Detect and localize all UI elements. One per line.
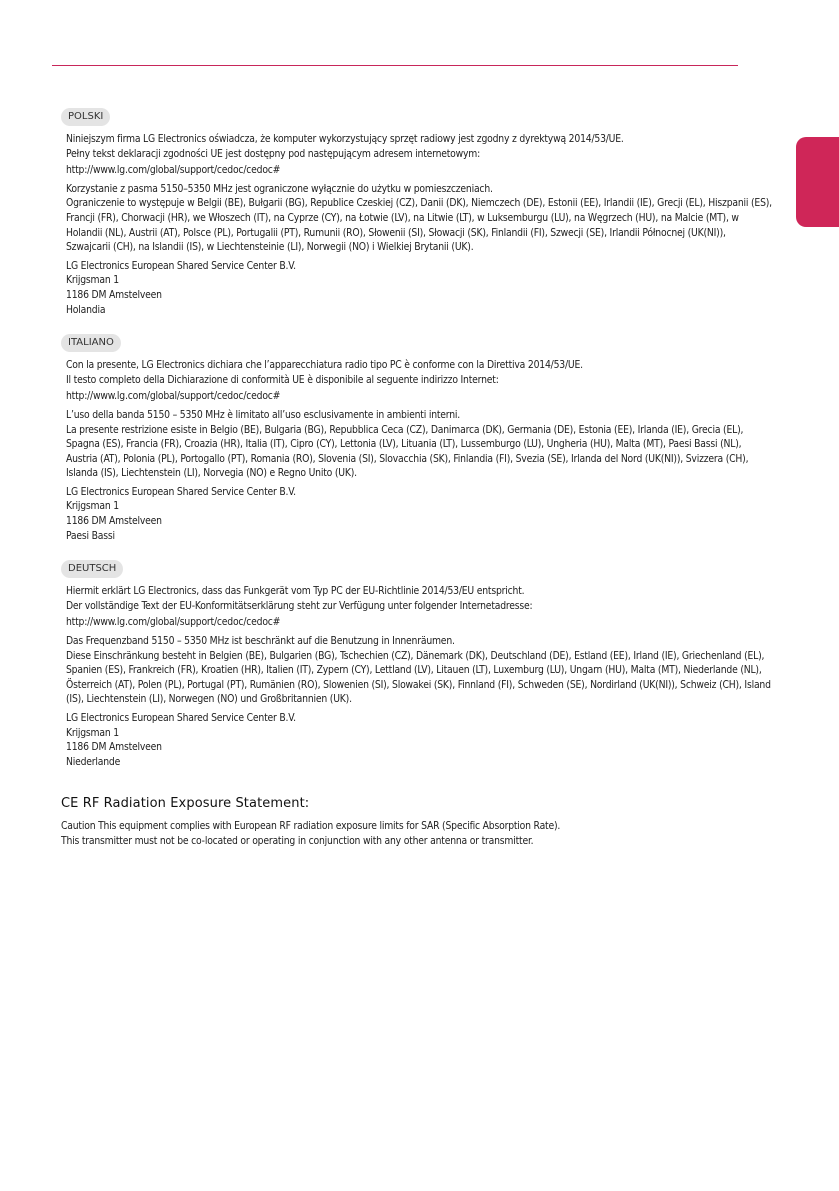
restriction-text: Diese Einschränkung besteht in Belgien (BE), Bulgarien (BG), Tschechien (CZ), Dänemark (DK), Deutschland (DE), Estland (EE), Irland (IE), Griechenland (EL), Spanien (ES), Frankreich (FR), Kroatien (HR), Italien (IT), Zypern (CY), Lettland (LV), Litauen (LT), Luxemburg (LU), Ungarn (HU), Malta (MT), Niederlande (NL), Österreich (AT), Polen (PL), Portugal (PT), Rumänien (RO), Slowenien (SI), Slowakei (SK), Finnland (FI), Schweden (SE), Nordirland (UK(NI)), Schweiz (CH), Island (IS), Liechtenstein (LI), Norwegen (NO) und Großbritannien (UK). — [66, 649, 771, 706]
declaration-url: http://www.lg.com/global/support/cedoc/cedoc# — [66, 390, 281, 403]
address-line: Krijgsman 1 — [66, 274, 119, 287]
header-divider — [52, 65, 738, 66]
address-line: 1186 DM Amstelveen — [66, 741, 162, 754]
declaration-block — [66, 358, 772, 404]
ce-statement-heading: CE RF Radiation Exposure Statement: — [61, 796, 310, 812]
declaration-text: Pełny tekst deklaracji zgodności UE jest dostępny pod następującym adresem internetowym: — [66, 147, 481, 160]
language-badge: ITALIANO — [61, 334, 121, 352]
declaration-url: http://www.lg.com/global/support/cedoc/cedoc# — [66, 616, 281, 629]
address-line: 1186 DM Amstelveen — [66, 288, 162, 301]
address-line: 1186 DM Amstelveen — [66, 515, 162, 528]
section-polski — [60, 104, 772, 317]
address-line: Paesi Bassi — [66, 529, 115, 542]
section-side-tab — [796, 137, 839, 227]
address-line: Krijgsman 1 — [66, 726, 119, 739]
declaration-text: Il testo completo della Dichiarazione di conformità UE è disponibile al seguente indirizzo Internet: — [66, 373, 499, 386]
address-block — [66, 485, 772, 543]
restriction-text: Ograniczenie to występuje w Belgii (BE), Bułgarii (BG), Republice Czeskiej (CZ), Danii (DK), Niemczech (DE), Estonii (EE), Irlandii (IE), Grecji (EL), Hiszpanii (ES), Francji (FR), Chorwacji (HR), we Włoszech (IT), na Cyprze (CY), na Łotwie (LV), na Litwie (LT), w Luksemburgu (LU), na Węgrzech (HU), na Malcie (MT), w Holandii (NL), Austrii (AT), Polsce (PL), Portugalii (PT), Rumunii (RO), Słowenii (SI), Słowacji (SK), Finlandii (FI), Szwecji (SE), Irlandii Północnej (UK(NI)), Szwajcarii (CH), na Islandii (IS), w Liechtensteinie (LI), Norwegii (NO) i Wielkiej Brytanii (UK). — [66, 197, 772, 254]
restriction-block — [66, 408, 772, 481]
address-line: LG Electronics European Shared Service Center B.V. — [66, 712, 296, 724]
declaration-text: Der vollständige Text der EU-Konformitätserklärung steht zur Verfügung unter folgender Internetadresse: — [66, 599, 533, 612]
address-block — [66, 711, 772, 769]
restriction-text: La presente restrizione esiste in Belgio (BE), Bulgaria (BG), Repubblica Ceca (CZ), Danimarca (DK), Germania (DE), Estonia (EE), Irlanda (IE), Grecia (EL), Spagna (ES), Francia (FR), Croazia (HR), Italia (IT), Cipro (CY), Lettonia (LV), Lituania (LT), Lussemburgo (LU), Ungheria (HU), Malta (MT), Paesi Bassi (NL), Austria (AT), Polonia (PL), Portogallo (PT), Romania (RO), Slovenia (SI), Slovacchia (SK), Finlandia (FI), Svezia (SE), Irlanda del Nord (UK(NI)), Svizzera (CH), Islanda (IS), Liechtenstein (LI), Norvegia (NO) e Regno Unito (UK). — [66, 423, 749, 480]
declaration-text: Niniejszym firma LG Electronics oświadcza, że komputer wykorzystujący sprzęt radiowy jest zgodny z dyrektywą 2014/53/UE. — [66, 133, 624, 145]
restriction-text: Korzystanie z pasma 5150–5350 MHz jest ograniczone wyłącznie do użytku w pomieszczeniach. — [66, 182, 493, 195]
restriction-block — [66, 182, 772, 255]
address-line: Holandia — [66, 303, 106, 316]
document-body — [60, 104, 772, 849]
restriction-text: Das Frequenzband 5150 – 5350 MHz ist beschränkt auf die Benutzung in Innenräumen. — [66, 635, 455, 648]
restriction-block — [66, 634, 772, 707]
ce-statement-line: This transmitter must not be co-located or operating in conjunction with any other antenna or transmitter. — [61, 834, 534, 847]
declaration-url: http://www.lg.com/global/support/cedoc/cedoc# — [66, 164, 281, 177]
language-badge: DEUTSCH — [61, 560, 123, 578]
address-line: Krijgsman 1 — [66, 500, 119, 513]
ce-statement-line: Caution This equipment complies with European RF radiation exposure limits for SAR (Specific Absorption Rate). — [61, 820, 561, 833]
address-block — [66, 259, 772, 317]
declaration-text: Con la presente, LG Electronics dichiara che l’apparecchiatura radio tipo PC è conforme con la Direttiva 2014/53/UE. — [66, 359, 583, 372]
address-line: Niederlande — [66, 755, 121, 768]
ce-statement-body — [61, 819, 772, 848]
declaration-text: Hiermit erklärt LG Electronics, dass das Funkgerät vom Typ PC der EU-Richtlinie 2014/53/EU entspricht. — [66, 585, 525, 598]
declaration-block — [66, 132, 772, 178]
address-line: LG Electronics European Shared Service Center B.V. — [66, 259, 296, 272]
declaration-block — [66, 584, 772, 630]
restriction-text: L’uso della banda 5150 – 5350 MHz è limitato all’uso esclusivamente in ambienti interni. — [66, 408, 461, 421]
section-italiano — [60, 330, 772, 543]
section-deutsch — [60, 556, 772, 769]
address-line: LG Electronics European Shared Service Center B.V. — [66, 485, 296, 498]
language-badge: POLSKI — [61, 108, 110, 126]
